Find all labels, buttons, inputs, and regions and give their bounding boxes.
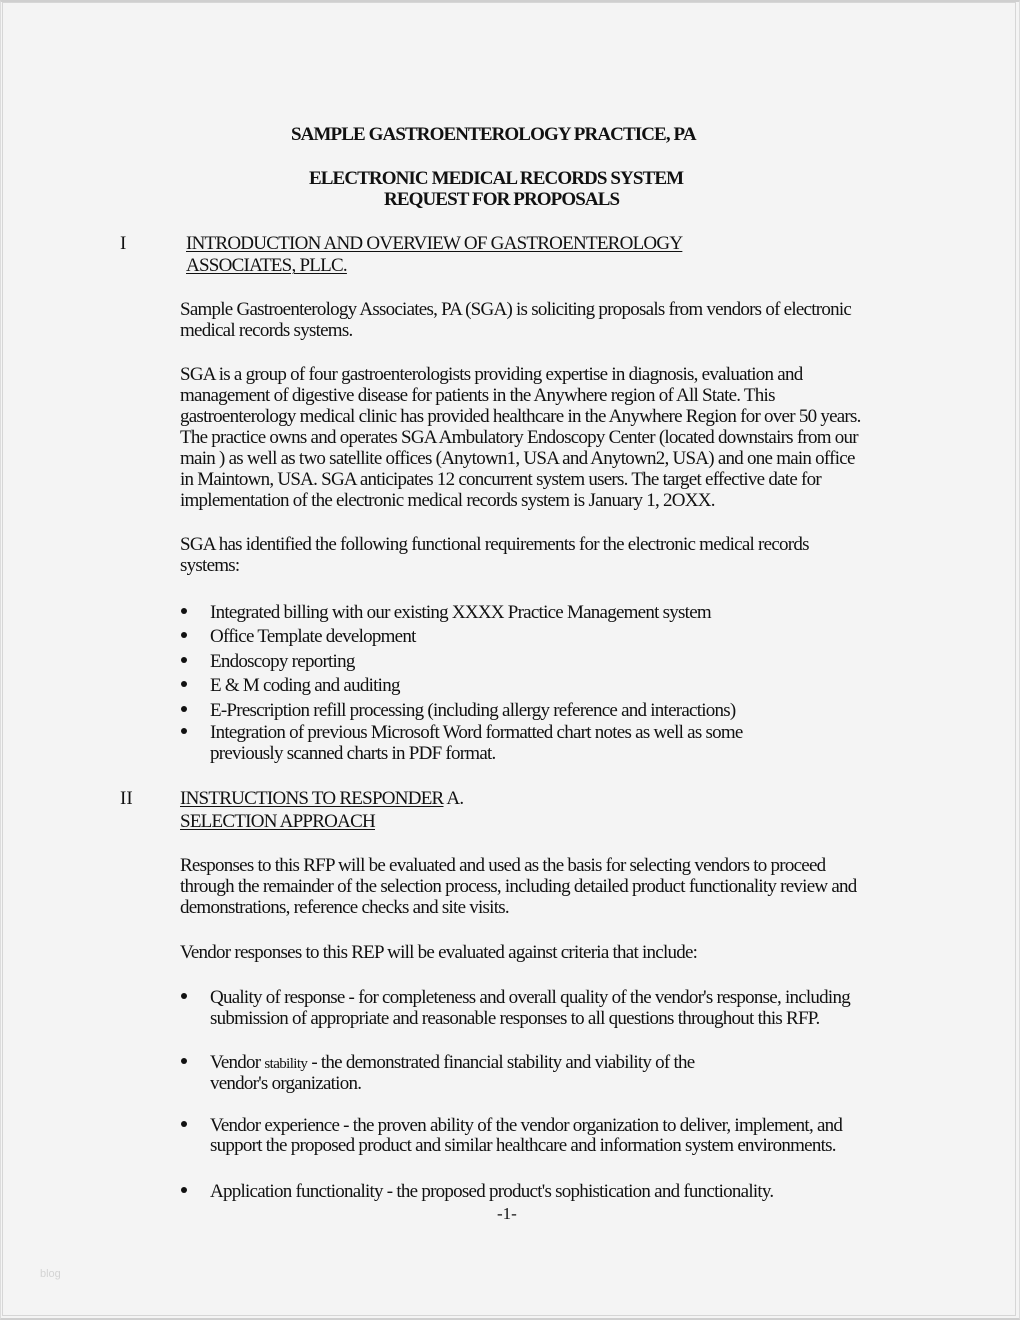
- section-2-numeral: II: [120, 788, 133, 809]
- bullet-icon: [181, 1187, 187, 1193]
- bullet-icon: [181, 657, 187, 663]
- page-number: -1-: [497, 1204, 517, 1223]
- doc-title-line1: ELECTRONIC MEDICAL RECORDS SYSTEM: [309, 168, 684, 189]
- intro-para-line: Sample Gastroenterology Associates, PA (SGA) is soliciting proposals from vendors of electronic: [180, 299, 852, 320]
- org-title: SAMPLE GASTROENTEROLOGY PRACTICE, PA: [291, 124, 696, 145]
- criteria-item-rest: - the demonstrated financial stability and viability of the: [307, 1052, 695, 1073]
- section-2-heading-underlined: INSTRUCTIONS TO RESPONDER: [180, 788, 444, 809]
- list-item: Office Template development: [210, 626, 416, 647]
- selection-para-line: through the remainder of the selection process, including detailed product functionality review and: [180, 876, 857, 897]
- overview-para-line: management of digestive disease for patients in the Anywhere region of All State. This: [180, 385, 775, 406]
- list-item: Endoscopy reporting: [210, 651, 355, 672]
- criteria-item-continuation: submission of appropriate and reasonable responses to all questions throughout this RFP.: [210, 1008, 820, 1029]
- overview-para-line: in Maintown, USA. SGA anticipates 12 concurrent system users. The target effective date for: [180, 469, 821, 490]
- criteria-item: [210, 1052, 694, 1075]
- overview-para-line: main ) as well as two satellite offices (Anytown1, USA and Anytown2, USA) and one main office: [180, 448, 855, 469]
- bullet-icon: [181, 632, 187, 638]
- section-1-heading-line1: INTRODUCTION AND OVERVIEW OF GASTROENTEROLOGY: [186, 233, 683, 254]
- list-item: Integrated billing with our existing XXXX Practice Management system: [210, 602, 711, 623]
- list-item: E & M coding and auditing: [210, 675, 400, 696]
- bullet-icon: [181, 608, 187, 614]
- section-2-heading-line1: [180, 788, 463, 809]
- criteria-item-continuation: vendor's organization.: [210, 1073, 362, 1094]
- selection-para-line: Responses to this RFP will be evaluated and used as the basis for selecting vendors to proceed: [180, 855, 826, 876]
- overview-para-line: gastroenterology medical clinic has provided healthcare in the Anywhere Region for over 50 years.: [180, 406, 861, 427]
- criteria-item-small-word: stability: [264, 1056, 308, 1072]
- criteria-intro: Vendor responses to this REP will be evaluated against criteria that include:: [180, 942, 698, 963]
- criteria-item: Vendor experience - the proven ability of the vendor organization to deliver, implement, and: [210, 1115, 843, 1136]
- criteria-item-prefix: Vendor: [210, 1052, 265, 1073]
- watermark-text: blog: [40, 1268, 61, 1280]
- overview-para-line: SGA is a group of four gastroenterologists providing expertise in diagnosis, evaluation and: [180, 364, 803, 385]
- requirements-intro-line: SGA has identified the following functional requirements for the electronic medical records: [180, 534, 809, 555]
- bullet-icon: [181, 993, 187, 999]
- bullet-icon: [181, 681, 187, 687]
- bullet-icon: [181, 1058, 187, 1064]
- section-1-heading-line2: ASSOCIATES, PLLC.: [186, 255, 347, 276]
- section-1-numeral: I: [120, 233, 127, 254]
- overview-para-line: implementation of the electronic medical records system is January 1, 2OXX.: [180, 490, 715, 511]
- list-item: Integration of previous Microsoft Word formatted chart notes as well as some: [210, 722, 743, 743]
- bullet-icon: [181, 728, 187, 734]
- criteria-item: Quality of response - for completeness and overall quality of the vendor's response, including: [210, 987, 850, 1008]
- list-item-continuation: previously scanned charts in PDF format.: [210, 743, 496, 764]
- overview-para-line: The practice owns and operates SGA Ambulatory Endoscopy Center (located downstairs from our: [180, 427, 858, 448]
- criteria-item: Application functionality - the proposed product's sophistication and functionality.: [210, 1181, 774, 1202]
- section-2-heading-suffix: A.: [443, 788, 464, 809]
- section-2-heading-line2: SELECTION APPROACH: [180, 811, 375, 832]
- bullet-icon: [181, 706, 187, 712]
- intro-para-line: medical records systems.: [180, 320, 353, 341]
- criteria-item-continuation: support the proposed product and similar healthcare and information system environments.: [210, 1135, 836, 1156]
- requirements-intro-line: systems:: [180, 555, 240, 576]
- bullet-icon: [181, 1121, 187, 1127]
- doc-title-line2: REQUEST FOR PROPOSALS: [384, 189, 620, 210]
- list-item: E-Prescription refill processing (including allergy reference and interactions): [210, 700, 736, 721]
- selection-para-line: demonstrations, reference checks and site visits.: [180, 897, 509, 918]
